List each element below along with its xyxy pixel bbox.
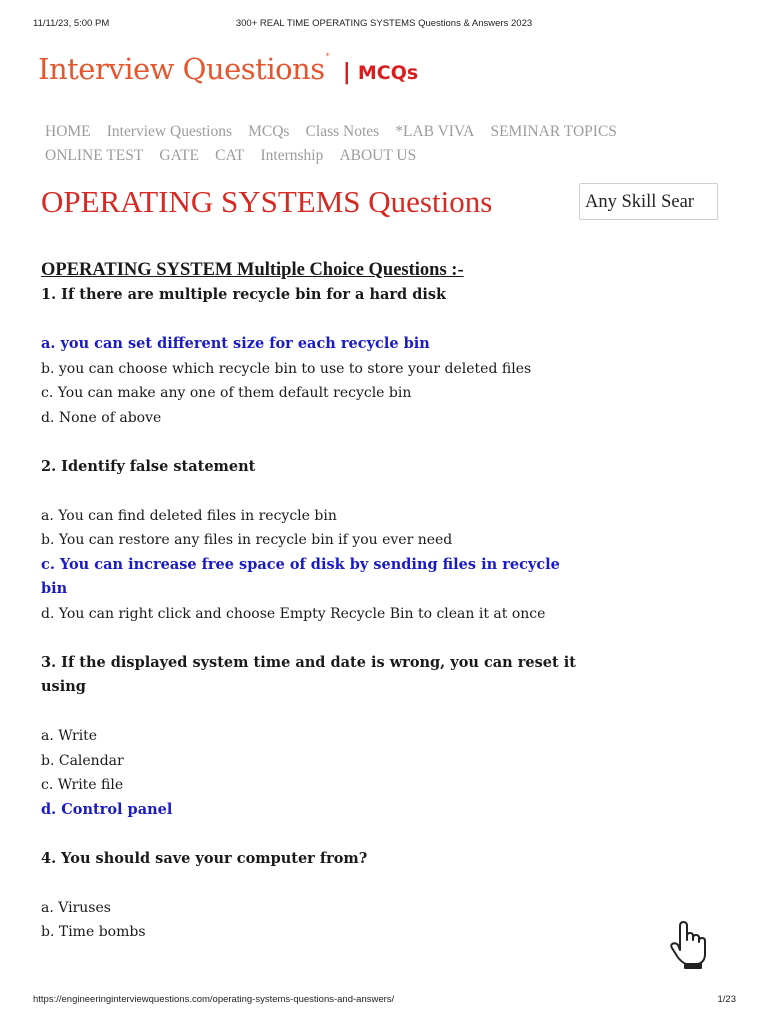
print-doc-title: 300+ REAL TIME OPERATING SYSTEMS Questions & Answers 2023: [235, 18, 533, 29]
print-datetime: 11/11/23, 5:00 PM: [33, 18, 110, 29]
nav-row-1: [45, 121, 695, 145]
q1-option-c: c. You can make any one of them default recycle bin: [41, 385, 412, 401]
q2-option-a: a. You can find deleted files in recycle bin: [41, 507, 337, 524]
nav-mcqs[interactable]: MCQs: [248, 123, 290, 140]
q3-option-d-correct: d. Control panel: [41, 800, 173, 818]
q3-option-b: b. Calendar: [41, 752, 124, 769]
nav-about-us[interactable]: ABOUT US: [339, 147, 417, 164]
nav-online-test[interactable]: ONLINE TEST: [45, 147, 144, 164]
q1-option-d: d. None of above: [41, 409, 162, 426]
logo-title: Interview Questions: [38, 52, 325, 86]
q3-option-c: c. Write file: [41, 777, 124, 793]
q1-option-a-correct: a. you can set different size for each recycle bin: [41, 335, 430, 352]
hand-pointer-icon[interactable]: [667, 920, 713, 970]
logo-separator: |: [342, 60, 351, 85]
q4-option-b: b. Time bombs: [41, 924, 146, 940]
question-3: 3. If the displayed system time and date is wrong, you can reset it using: [41, 653, 576, 695]
nav-gate[interactable]: GATE: [159, 147, 200, 164]
search-input[interactable]: Any Skill Sear: [579, 183, 718, 220]
question-4: 4. You should save your computer from?: [41, 849, 368, 867]
logo-trademark: *: [325, 52, 330, 61]
print-url: https://engineeringinterviewquestions.com/operating-systems-questions-and-answers/: [33, 994, 395, 1005]
q3-option-a: a. Write: [41, 728, 98, 744]
q2-option-b: b. You can restore any files in recycle bin if you ever need: [41, 532, 453, 548]
q1-option-b: b. you can choose which recycle bin to use to store your deleted files: [41, 360, 532, 377]
logo-subtitle: MCQs: [357, 62, 419, 84]
q2-option-c-correct: c. You can increase free space of disk by sending files in recycle bin: [41, 555, 560, 597]
page-title: OPERATING SYSTEMS Questions: [41, 184, 493, 219]
nav-class-notes[interactable]: Class Notes: [305, 123, 380, 140]
q4-option-a: a. Viruses: [41, 899, 111, 916]
print-page-number: 1/23: [717, 994, 736, 1005]
question-1: 1. If there are multiple recycle bin for a hard disk: [41, 286, 447, 303]
nav-row-2: [45, 145, 695, 169]
nav-interview-questions[interactable]: Interview Questions: [106, 123, 232, 140]
nav-internship[interactable]: Internship: [260, 147, 324, 164]
nav-lab-viva[interactable]: *LAB VIVA: [395, 123, 475, 140]
article-content: [41, 257, 576, 945]
section-heading: OPERATING SYSTEM Multiple Choice Questions :-: [41, 260, 464, 280]
nav-home[interactable]: HOME: [45, 123, 91, 140]
site-logo[interactable]: [38, 52, 418, 86]
nav-seminar-topics[interactable]: SEMINAR TOPICS: [490, 123, 617, 140]
question-2: 2. Identify false statement: [41, 457, 256, 475]
q2-option-d: d. You can right click and choose Empty Recycle Bin to clean it at once: [41, 605, 546, 622]
main-nav: [45, 121, 695, 169]
nav-cat[interactable]: CAT: [215, 147, 245, 164]
